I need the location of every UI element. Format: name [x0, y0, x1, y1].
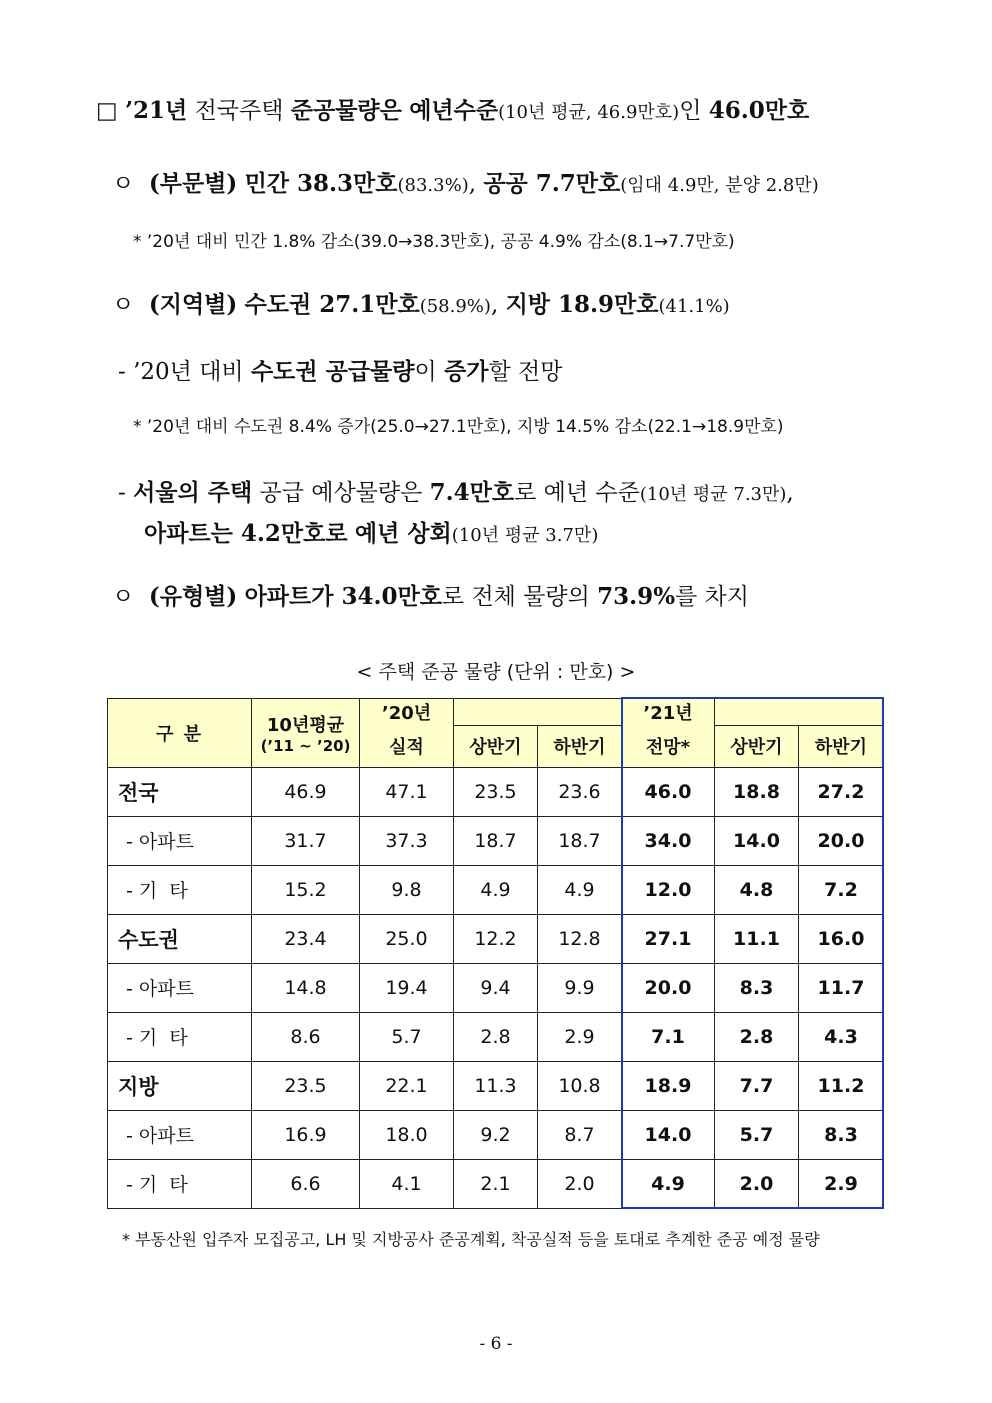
header-2020-blank [454, 699, 622, 726]
table-cell: 7.2 [799, 865, 884, 914]
table-cell: 12.0 [622, 865, 715, 914]
table-cell: 20.0 [799, 816, 884, 865]
table-cell: 23.5 [252, 1061, 360, 1110]
table-cell: 27.2 [799, 767, 884, 816]
row-label: - 아파트 [108, 816, 252, 865]
comma: , [468, 171, 477, 197]
local-share: (41.1%) [658, 296, 730, 317]
private-share: (83.3%) [397, 175, 469, 196]
table-cell: 4.9 [454, 865, 538, 914]
seoul-apartment-line [144, 515, 598, 548]
table-footnote: * 부동산원 입주자 모집공고, LH 및 지방공사 준공계획, 착공실적 등을 토대로 추계한 준공 예정 물량 [122, 1230, 820, 1249]
table-cell: 8.6 [252, 1012, 360, 1061]
scope-text: 전국주택 [194, 98, 284, 124]
table-cell: 18.0 [360, 1110, 454, 1159]
row-label: - 아파트 [108, 1110, 252, 1159]
completion-table [107, 698, 884, 1209]
increase-text: 증가 [444, 358, 489, 385]
table-cell: 11.1 [715, 914, 799, 963]
table-cell: 27.1 [622, 914, 715, 963]
circle-bullet-icon: ㅇ [112, 292, 135, 318]
apartment-share: 73.9% [597, 583, 676, 610]
table-cell: 23.4 [252, 914, 360, 963]
table-cell: 9.4 [454, 963, 538, 1012]
table-cell: 9.9 [538, 963, 622, 1012]
table-row [108, 1159, 884, 1208]
table-row [108, 1110, 884, 1159]
region-footnote: * ’20년 대비 수도권 8.4% 증가(25.0→27.1만호), 지방 14.5% 감소(22.1→18.9만호) [133, 417, 784, 437]
table-cell: 2.0 [538, 1159, 622, 1208]
table-cell: 10.8 [538, 1061, 622, 1110]
sector-label: (부문별) [148, 170, 238, 197]
table-cell: 4.9 [622, 1159, 715, 1208]
table-cell: 4.3 [799, 1012, 884, 1061]
private-volume: 민간 38.3만호 [244, 170, 398, 197]
table-cell: 18.9 [622, 1061, 715, 1110]
table-row [108, 1061, 884, 1110]
header-2021-h1: 상반기 [715, 725, 799, 767]
particle-text: 이 [414, 359, 437, 385]
comma: , [786, 480, 794, 506]
table-cell: 15.2 [252, 865, 360, 914]
table-cell: 16.9 [252, 1110, 360, 1159]
table-cell: 6.6 [252, 1159, 360, 1208]
table-row [108, 865, 884, 914]
table-cell: 9.2 [454, 1110, 538, 1159]
connector-text: 인 [679, 98, 702, 124]
table-cell: 8.3 [799, 1110, 884, 1159]
seoul-average: (10년 평균 7.3만) [639, 484, 787, 505]
comparison-text: ’20년 대비 [133, 359, 244, 385]
public-breakdown: (임대 4.9만, 분양 2.8만) [620, 175, 819, 196]
apartment-average: (10년 평균 3.7만) [451, 525, 599, 546]
above-average-text: 예년 상회 [354, 520, 452, 547]
table-cell: 2.9 [799, 1159, 884, 1208]
table-cell: 4.9 [538, 865, 622, 914]
table-cell: 5.7 [715, 1110, 799, 1159]
row-label: - 기 타 [108, 1012, 252, 1061]
table-cell: 18.8 [715, 767, 799, 816]
level-text: 예년수준 [409, 97, 499, 124]
table-row [108, 767, 884, 816]
seoul-line [118, 474, 794, 507]
capital-share: (58.9%) [419, 296, 491, 317]
summary-line [96, 92, 809, 125]
header-2020-h1: 상반기 [454, 725, 538, 767]
table-cell: 22.1 [360, 1061, 454, 1110]
table-cell: 2.9 [538, 1012, 622, 1061]
local-volume: 지방 18.9만호 [505, 291, 659, 318]
table-cell: 16.0 [799, 914, 884, 963]
table-row [108, 1012, 884, 1061]
table-cell: 11.3 [454, 1061, 538, 1110]
table-cell: 23.5 [454, 767, 538, 816]
table-cell: 2.8 [454, 1012, 538, 1061]
table-cell: 11.7 [799, 963, 884, 1012]
header-2020-h2: 하반기 [538, 725, 622, 767]
seoul-housing-text: 서울의 주택 [133, 479, 253, 506]
table-cell: 2.8 [715, 1012, 799, 1061]
apartment-volume-text: 아파트는 4.2만호로 [144, 520, 348, 547]
page-number: - 6 - [479, 1334, 513, 1354]
table-cell: 46.9 [252, 767, 360, 816]
table-cell: 37.3 [360, 816, 454, 865]
circle-bullet-icon: ㅇ [112, 171, 135, 197]
header-2021-forecast: 전망* [622, 725, 715, 767]
table-cell: 11.2 [799, 1061, 884, 1110]
table-cell: 8.7 [538, 1110, 622, 1159]
table-caption: < 주택 준공 물량 (단위 : 만호) > [356, 661, 636, 683]
capital-supply-text: 수도권 공급물량 [250, 358, 415, 385]
header-2020-actual: 실적 [360, 725, 454, 767]
occupy-text: 를 차지 [675, 584, 750, 610]
row-label: - 아파트 [108, 963, 252, 1012]
row-label: 수도권 [108, 914, 252, 963]
capital-trend-line [118, 353, 562, 386]
table-cell: 14.8 [252, 963, 360, 1012]
table-cell: 5.7 [360, 1012, 454, 1061]
table-cell: 18.7 [538, 816, 622, 865]
sector-line [112, 165, 819, 198]
table-cell: 7.7 [715, 1061, 799, 1110]
header-2021-h2: 하반기 [799, 725, 884, 767]
header-2021-blank [715, 699, 884, 726]
table-cell: 34.0 [622, 816, 715, 865]
table-cell: 4.8 [715, 865, 799, 914]
table-cell: 12.8 [538, 914, 622, 963]
table-cell: 8.3 [715, 963, 799, 1012]
table-cell: 47.1 [360, 767, 454, 816]
comma: , [490, 292, 499, 318]
table-cell: 14.0 [715, 816, 799, 865]
table-cell: 31.7 [252, 816, 360, 865]
type-line [112, 578, 749, 611]
table-cell: 12.2 [454, 914, 538, 963]
header-2020-year: ’20년 [360, 699, 454, 726]
sector-footnote: * ’20년 대비 민간 1.8% 감소(39.0→38.3만호), 공공 4.9% 감소(8.1→7.7만호) [133, 232, 735, 252]
table-cell: 18.7 [454, 816, 538, 865]
dash-bullet: - [118, 480, 126, 506]
dash-bullet: - [118, 359, 126, 385]
apartment-volume: 아파트가 34.0만호 [244, 583, 442, 610]
table-row [108, 914, 884, 963]
volume-label: 준공물량은 [290, 97, 402, 124]
outlook-text: 할 전망 [488, 359, 563, 385]
table-row [108, 963, 884, 1012]
capital-volume: 수도권 27.1만호 [244, 291, 420, 318]
row-label: - 기 타 [108, 865, 252, 914]
row-label: 전국 [108, 767, 252, 816]
row-label: 지방 [108, 1061, 252, 1110]
checkbox-square-icon: □ [96, 98, 118, 124]
average-note: (10년 평균, 46.9만호) [498, 102, 680, 123]
level-text: 로 예년 수준 [514, 480, 640, 506]
header-category: 구 분 [108, 699, 252, 768]
table-cell: 4.1 [360, 1159, 454, 1208]
row-label: - 기 타 [108, 1159, 252, 1208]
circle-bullet-icon: ㅇ [112, 584, 135, 610]
header-2021-year: ’21년 [622, 699, 715, 726]
supply-text: 공급 예상물량은 [259, 480, 423, 506]
header-10yr-average: 10년평균 (’11 ~ ’20) [252, 699, 360, 768]
table-cell: 9.8 [360, 865, 454, 914]
region-label: (지역별) [148, 291, 238, 318]
table-cell: 7.1 [622, 1012, 715, 1061]
table-cell: 19.4 [360, 963, 454, 1012]
public-volume: 공공 7.7만호 [483, 170, 621, 197]
table-cell: 2.0 [715, 1159, 799, 1208]
share-text: 로 전체 물량의 [441, 584, 590, 610]
table-row [108, 816, 884, 865]
region-line [112, 286, 730, 319]
table-cell: 2.1 [454, 1159, 538, 1208]
type-label: (유형별) [148, 583, 238, 610]
table-cell: 25.0 [360, 914, 454, 963]
table-cell: 14.0 [622, 1110, 715, 1159]
total-volume: 46.0만호 [708, 97, 810, 124]
year-text: ’21년 [125, 97, 188, 124]
table-cell: 23.6 [538, 767, 622, 816]
table-cell: 46.0 [622, 767, 715, 816]
seoul-volume: 7.4만호 [429, 479, 515, 506]
table-cell: 20.0 [622, 963, 715, 1012]
